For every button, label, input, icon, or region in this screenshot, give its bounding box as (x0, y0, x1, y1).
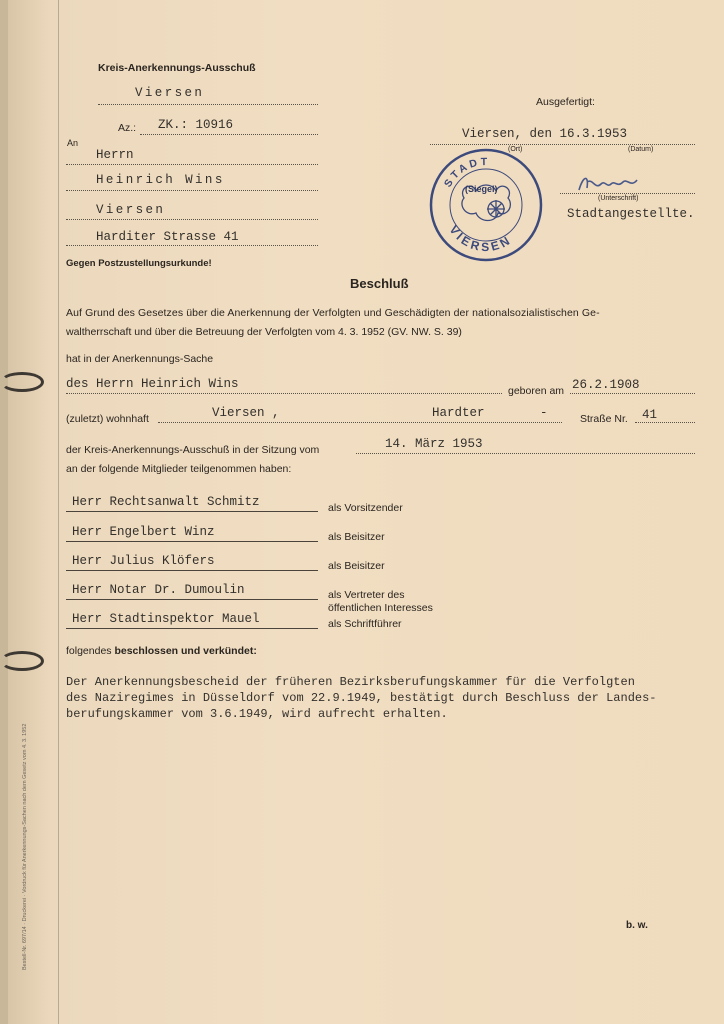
salutation-dotted-line (66, 164, 318, 165)
authority-heading: Kreis-Anerkennungs-Ausschuß (98, 62, 256, 74)
born-date: 26.2.1908 (572, 378, 640, 392)
house-number: 41 (642, 408, 658, 422)
city2-dotted-line (66, 219, 318, 220)
member-role: als Vorsitzender (328, 502, 403, 514)
member-line (66, 628, 318, 629)
delivery-note: Gegen Postzustellungsurkunde! (66, 258, 212, 269)
ruling-label-bold: beschlossen und verkündet: (114, 645, 257, 657)
stamp-center-label: (Siegel) (465, 184, 498, 194)
ruling-line1: Der Anerkennungsbescheid der früheren Bezirksberufungskammer für die Verfolgten (66, 675, 635, 689)
subject-dotted-line (66, 393, 502, 394)
member-line (66, 599, 318, 600)
ruling-label (66, 645, 257, 657)
binder-ring-top (0, 372, 44, 392)
member-role: als Beisitzer (328, 531, 385, 543)
ort-label: (Ort) (508, 146, 523, 153)
residence-label: (zuletzt) wohnhaft (66, 413, 149, 425)
recipient-city: Viersen (96, 203, 166, 217)
member-name: Herr Engelbert Winz (72, 525, 215, 539)
residence-street: Hardter (432, 406, 485, 420)
member-role-continued: öffentlichen Interesses (328, 602, 433, 614)
margin-line (58, 0, 59, 1024)
street-dotted-line (66, 245, 318, 246)
unterschrift-label: (Unterschrift) (598, 195, 639, 202)
subject-name: des Herrn Heinrich Wins (66, 377, 239, 391)
residence-dash: - (540, 406, 548, 420)
authority-city: Viersen (135, 86, 205, 100)
member-name: Herr Julius Klöfers (72, 554, 215, 568)
recipient-name: Heinrich Wins (96, 173, 225, 187)
born-dotted-line (570, 393, 695, 394)
member-line (66, 511, 318, 512)
stamp-top-text: STADT (441, 155, 491, 190)
continued-note: b. w. (626, 920, 648, 931)
member-name: Herr Notar Dr. Dumoulin (72, 583, 245, 597)
city-dotted-line (98, 104, 318, 105)
az-dotted-line (140, 134, 318, 135)
binder-ring-bottom (0, 651, 44, 671)
member-line (66, 541, 318, 542)
matter-label: hat in der Anerkennungs-Sache (66, 353, 214, 365)
legal-basis-line1: Auf Grund des Gesetzes über die Anerkennung der Verfolgten und Geschädigten der nationalsozialistischen Ge- (66, 307, 600, 319)
member-role: als Beisitzer (328, 560, 385, 572)
name-dotted-line (66, 190, 318, 191)
member-role: als Vertreter des (328, 589, 405, 601)
svg-text:VIERSEN (446, 223, 514, 254)
az-value: ZK.: 10916 (158, 118, 234, 132)
session-label: der Kreis-Anerkennungs-Ausschuß in der Sitzung vom (66, 444, 320, 456)
official-title: Stadtangestellte. (567, 207, 695, 221)
az-label: Az.: (118, 122, 137, 134)
ruling-line2: des Naziregimes in Düsseldorf vom 22.9.1949, bestätigt durch Beschluss der Landes- (66, 691, 657, 705)
house-dotted-line (635, 422, 695, 423)
recipient-street: Harditer Strasse 41 (96, 230, 239, 244)
official-seal (424, 143, 548, 267)
ausgefertigt-label: Ausgefertigt: (536, 96, 595, 108)
strasse-label: Straße Nr. (580, 413, 628, 425)
members-label: an der folgende Mitglieder teilgenommen haben: (66, 463, 292, 475)
residence-dotted-line (158, 422, 562, 423)
recipient-salutation: Herrn (96, 148, 134, 162)
session-date: 14. März 1953 (385, 437, 483, 451)
datum-label: (Datum) (628, 146, 654, 153)
born-label: geboren am (508, 385, 565, 397)
legal-basis-line2: waltherrschaft und über die Betreuung der Verfolgten vom 4. 3. 1952 (GV. NW. S. 39) (66, 326, 462, 338)
member-line (66, 570, 318, 571)
session-dotted-line (356, 453, 695, 454)
an-label: An (67, 138, 79, 148)
stamp-bottom-text: VIERSEN (446, 222, 515, 255)
side-imprint: Bestell-Nr. 697/14 · Druckerei · Vordruck für Anerkennungs-Sachen nach dem Gesetz vom 4. 3. 1952 (22, 723, 28, 970)
decision-title: Beschluß (350, 276, 409, 291)
residence-city: Viersen , (212, 406, 280, 420)
member-name: Herr Stadtinspektor Mauel (72, 612, 260, 626)
member-name: Herr Rechtsanwalt Schmitz (72, 495, 260, 509)
signature-dotted-line (560, 193, 695, 194)
place-date: Viersen, den 16.3.1953 (462, 127, 628, 141)
ruling-line3: berufungskammer vom 3.6.1949, wird aufrecht erhalten. (66, 707, 448, 721)
member-role: als Schriftführer (328, 618, 402, 630)
ruling-label-prefix: folgendes (66, 645, 112, 657)
